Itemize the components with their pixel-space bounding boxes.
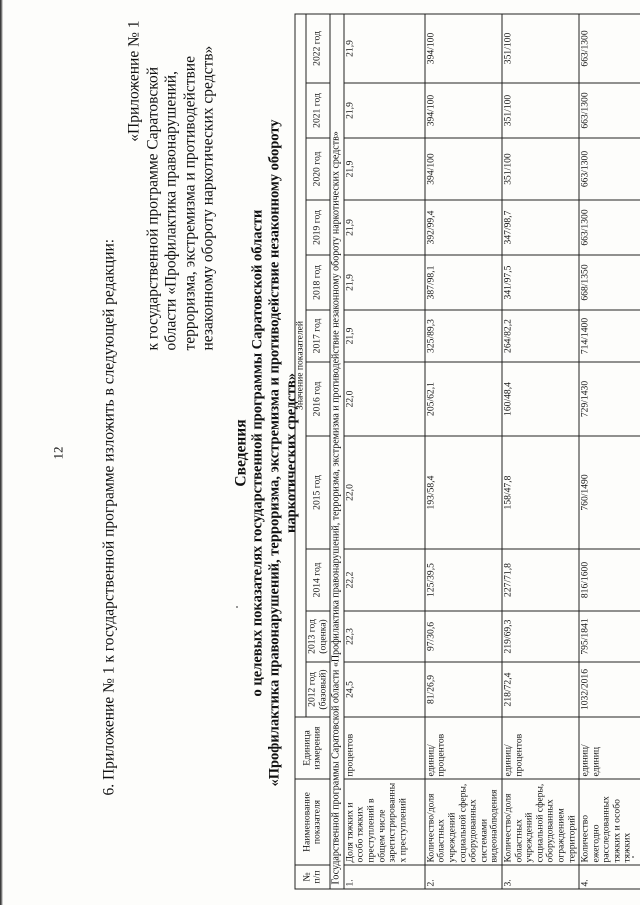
row-number-cell: 1. xyxy=(343,865,424,889)
column-header-year: 2021 год xyxy=(306,83,330,138)
value-cell: 21,9 xyxy=(343,138,424,200)
value-cell: 668/1350 xyxy=(579,255,640,310)
value-cell: 218/72,4 xyxy=(501,662,578,717)
indicator-name-cell: Количество ежегодно расследованных тяжких и особо тяжких xyxy=(579,779,640,865)
value-cell: 21,9 xyxy=(343,200,424,255)
appendix-line: области «Профилактика правонарушений, xyxy=(162,70,179,350)
value-cell: 392/99,4 xyxy=(424,200,501,255)
column-header-year: 2018 год xyxy=(306,255,330,310)
column-header-year: 2013 год (оценка) xyxy=(306,611,330,662)
table-row xyxy=(501,13,578,888)
row-number-cell: 3. xyxy=(501,865,578,889)
value-cell: 21,9 xyxy=(343,83,424,138)
value-cell: 351/100 xyxy=(501,13,578,82)
value-cell: 760/1490 xyxy=(579,436,640,549)
row-number-cell: 4. xyxy=(579,865,640,889)
table-row xyxy=(343,13,424,888)
value-cell: 193/58,4 xyxy=(424,436,501,549)
column-header-unit: Единица измерения xyxy=(295,717,330,779)
value-cell: 325/89,3 xyxy=(424,310,501,362)
row-number-cell: 2. xyxy=(424,865,501,889)
section-title-cell: Государственной программы Саратовской области «Профилактика правонарушений, терроризма, экстремизма и противодействие незаконному обороту наркотических средств» xyxy=(330,13,344,888)
column-header-year: 2014 год xyxy=(306,549,330,611)
value-cell: 21,9 xyxy=(343,310,424,362)
value-cell: 227/71,8 xyxy=(501,549,578,611)
column-header-year: 2017 год xyxy=(306,310,330,362)
column-header-name: Наименование показателя xyxy=(295,779,330,865)
value-cell: 158/47,8 xyxy=(501,436,578,549)
value-cell: 125/39,5 xyxy=(424,549,501,611)
column-header-year: 2022 год xyxy=(306,13,330,82)
column-header-year: 2020 год xyxy=(306,138,330,200)
appendix-line: к государственной программе Саратовской xyxy=(143,66,161,350)
unit-cell: единиц/ процентов xyxy=(501,717,578,779)
value-cell: 21,9 xyxy=(343,255,424,310)
value-cell: 351/100 xyxy=(501,138,578,200)
value-cell: 21,9 xyxy=(343,13,424,82)
value-cell: 795/1841 xyxy=(579,611,640,662)
value-cell: 81/26,9 xyxy=(424,662,501,717)
document-title: Сведения xyxy=(232,418,249,487)
amendment-intro-text: 6. Приложение № 1 к государственной программе изложить в следующей редакции: xyxy=(100,238,117,795)
value-cell: 347/98,7 xyxy=(501,200,578,255)
indicator-name-cell: Доля тяжких и особо тяжких преступлений в общем числе зарегистрированных преступлений xyxy=(343,779,424,865)
indicator-name-cell: Количество/доля областных учреждений социальной сферы, оборудованных ограждением территорий xyxy=(501,779,578,865)
value-cell: 219/69,3 xyxy=(501,611,578,662)
table-row xyxy=(424,13,501,888)
value-cell: 351/100 xyxy=(501,83,578,138)
value-cell: 205/62,1 xyxy=(424,362,501,436)
document-subtitle: наркотических средств» xyxy=(283,372,299,533)
unit-cell: единиц/ единиц xyxy=(579,717,640,779)
page-number: 12 xyxy=(50,446,65,459)
value-cell: 341/97,5 xyxy=(501,255,578,310)
appendix-line: незаконному обороту наркотических средств» xyxy=(199,45,216,350)
value-cell: 816/1600 xyxy=(579,549,640,611)
document-subtitle: о целевых показателях государственной программы Саратовской области xyxy=(249,209,265,696)
document-headings xyxy=(232,80,300,825)
indicator-name-cell: Количество/доля областных учреждений социальной сферы, оборудованных системами видеонаблюдения xyxy=(424,779,501,865)
column-header-year: 2012 год (базовый) xyxy=(306,662,330,717)
value-cell: 663/1300 xyxy=(579,200,640,255)
unit-cell: процентов xyxy=(343,717,424,779)
value-cell: 663/1300 xyxy=(579,13,640,82)
value-cell: 394/100 xyxy=(424,138,501,200)
unit-cell: единиц/ процентов xyxy=(424,717,501,779)
value-cell: 22,0 xyxy=(343,436,424,549)
table-header-row xyxy=(295,13,306,888)
value-cell: 394/100 xyxy=(424,83,501,138)
value-cell: 394/100 xyxy=(424,13,501,82)
value-cell: 714/1400 xyxy=(579,310,640,362)
column-header-year: 2015 год xyxy=(306,436,330,549)
document-subtitle: «Профилактика правонарушений, терроризма, экстремизма и противодействие незаконному обороту xyxy=(266,118,282,787)
table-section-row xyxy=(330,13,344,888)
value-cell: 22,2 xyxy=(343,549,424,611)
appendix-line: терроризма, экстремизма и противодействие xyxy=(180,55,198,350)
appendix-reference xyxy=(125,20,218,350)
value-cell: 24,5 xyxy=(343,662,424,717)
value-cell: 264/82,2 xyxy=(501,310,578,362)
column-header-year: 2016 год xyxy=(306,362,330,436)
value-cell: 663/1300 xyxy=(579,83,640,138)
value-cell: 1032/2016 xyxy=(579,662,640,717)
table-row xyxy=(579,13,640,888)
value-cell: 97/30,6 xyxy=(424,611,501,662)
value-cell: 387/98,1 xyxy=(424,255,501,310)
appendix-heading: «Приложение № 1 xyxy=(125,20,142,142)
indicators-table xyxy=(294,13,640,889)
column-header-year: 2019 год xyxy=(306,200,330,255)
column-group-header-values: Значение показателей xyxy=(295,13,306,716)
value-cell: 663/1300 xyxy=(579,138,640,200)
column-header-num: № п/п xyxy=(295,865,330,889)
value-cell: 160/48,4 xyxy=(501,362,578,436)
value-cell: 729/1430 xyxy=(579,362,640,436)
value-cell: 22,3 xyxy=(343,611,424,662)
value-cell: 22,0 xyxy=(343,362,424,436)
